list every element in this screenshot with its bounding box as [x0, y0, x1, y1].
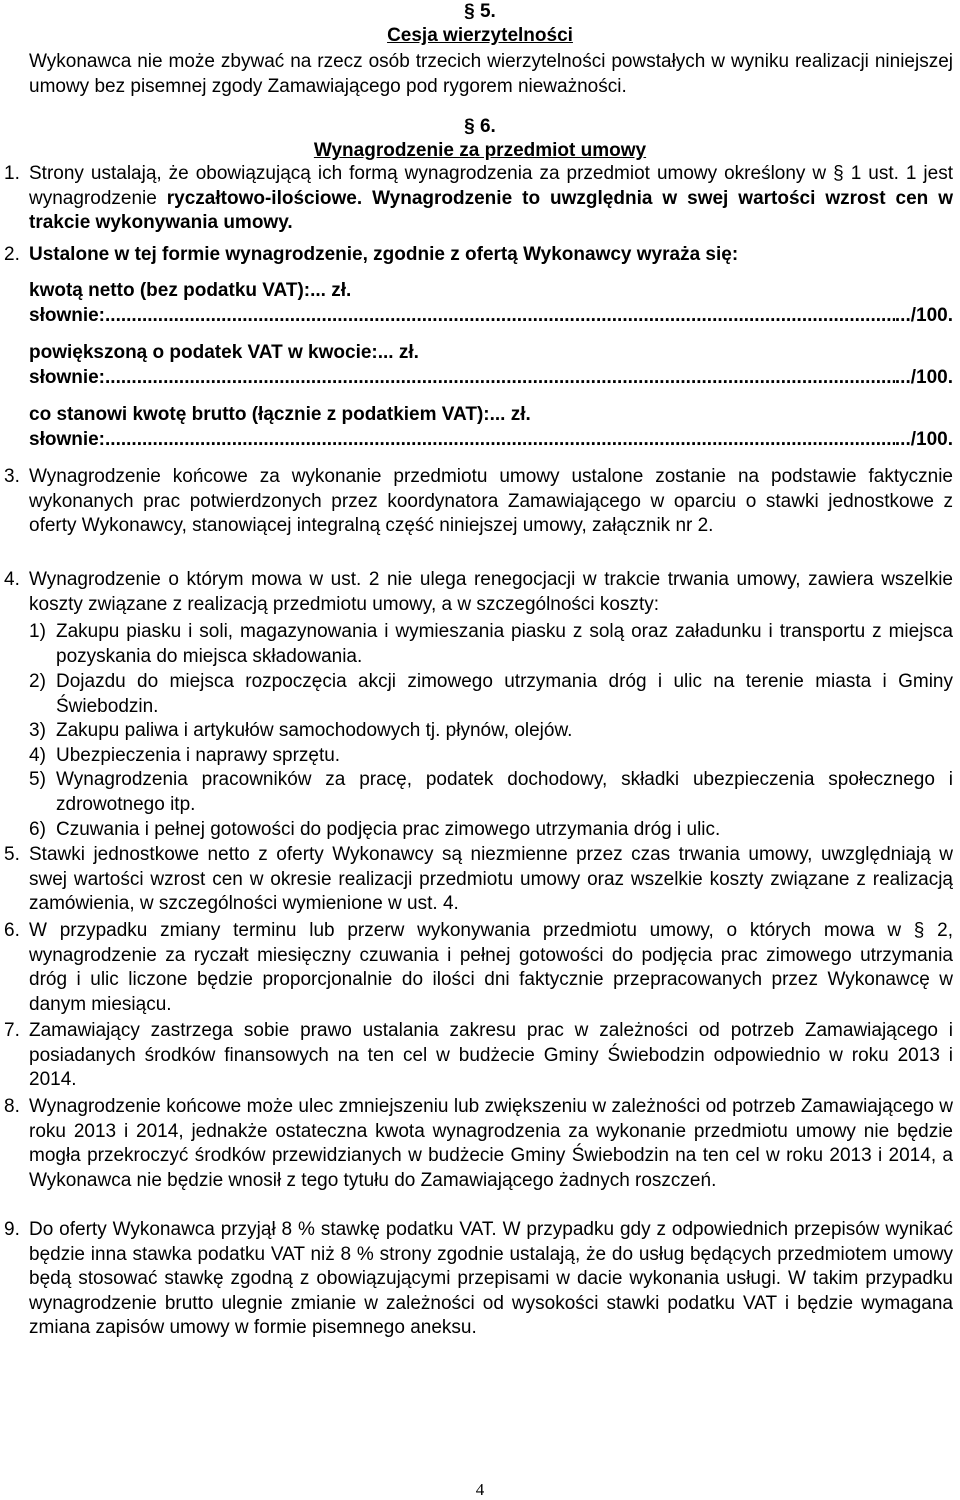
words-suffix: .../100. — [894, 429, 953, 450]
vat-field: powiększoną o podatek VAT w kwocie:... zł. — [29, 342, 419, 363]
vat-words — [29, 367, 953, 389]
item-9-number: 9. — [4, 1219, 20, 1240]
subitem-1-text: Zakupu piasku i soli, magazynowania i wymieszania piasku z solą oraz załadunku i transportu z miejsca pozyskania do miejsca składowania. — [56, 621, 953, 667]
dotted-fill — [105, 429, 895, 451]
subitem-1-number: 1) — [29, 621, 46, 642]
item-6-number: 6. — [4, 920, 20, 941]
item-1-text-a: Strony ustalają, że obowiązującą ich formą wynagrodzenia za przedmiot umowy określony w § 1 ust. 1 jest wynagrodzenie — [29, 163, 953, 209]
item-2-text: Ustalone w tej formie wynagrodzenie, zgodnie z ofertą Wykonawcy wyraża się: — [29, 244, 739, 265]
words-label: słownie: — [29, 429, 106, 450]
page-number: 4 — [475, 1480, 485, 1499]
item-7-text: Zamawiający zastrzega sobie prawo ustalania zakresu prac w zależności od potrzeb Zamawiającego i posiadanych środków finansowych na ten cel w budżecie Gminy Świebodzin odpowiednio w roku 2013 i 2014. — [29, 1020, 953, 1090]
subitem-6-text: Czuwania i pełnej gotowości do podjęcia prac zimowego utrzymania dróg i ulic. — [56, 819, 721, 840]
item-8-text: Wynagrodzenie końcowe może ulec zmniejszeniu lub zwiększeniu w zależności od potrzeb Zamawiającego w roku 2013 i 2014, jednakże ostateczna kwota wynagrodzenia za wykonanie przedmiotu umowy nie będzie mogła przekroczyć środków przewidzianych w budżecie Gminy Świebodzin na ten cel w roku 2013 i 2014, a Wykonawca nie będzie wnosił z tego tytułu do Zamawiającego żadnych roszczeń. — [29, 1096, 953, 1191]
item-3-number: 3. — [4, 466, 20, 487]
subitem-6-number: 6) — [29, 819, 46, 840]
item-4-text: Wynagrodzenie o którym mowa w ust. 2 nie ulega renegocjacji w trakcie trwania umowy, zawiera wszelkie koszty związane z realizacją przedmiotu umowy, a w szczególności koszty: — [29, 569, 953, 615]
subitem-3-text: Zakupu paliwa i artykułów samochodowych tj. płynów, olejów. — [56, 720, 573, 741]
subitem-5-number: 5) — [29, 769, 46, 790]
item-7-number: 7. — [4, 1020, 20, 1041]
section-6-number: § 6. — [464, 116, 496, 137]
brutto-field: co stanowi kwotę brutto (łącznie z podatkiem VAT):... zł. — [29, 404, 531, 425]
subitem-4-number: 4) — [29, 745, 46, 766]
section-5-number: § 5. — [464, 1, 496, 22]
item-6-text: W przypadku zmiany terminu lub przerw wykonywania przedmiotu umowy, o których mowa w § 2, wynagrodzenie za ryczałt miesięczny czuwania i pełnej gotowości do podjęcia prac zimowego utrzymania dróg i ulic liczone będzie proporcjonalnie do ilości dni faktycznie przepracowanych przez Wykonawcę w danym miesiącu. — [29, 920, 953, 1015]
item-1-number: 1. — [4, 163, 20, 184]
item-3-text: Wynagrodzenie końcowe za wykonanie przedmiotu umowy ustalone zostanie na podstawie faktycznie wykonanych prac potwierdzonych przez koordynatora Zamawiającego w oparciu o stawki jednostkowe z oferty Wykonawcy, stanowiącej integralną część niniejszej umowy, załącznik nr 2. — [29, 466, 953, 536]
brutto-words — [29, 429, 953, 451]
words-suffix: .../100. — [894, 305, 953, 326]
item-5-text: Stawki jednostkowe netto z oferty Wykonawcy są niezmienne przez czas trwania umowy, uwzględniają w swej wartości wzrost cen w okresie realizacji przedmiotu umowy oraz wszelkie koszty związane z realizacją zamówienia, w szczególności wymienione w ust. 4. — [29, 844, 953, 914]
section-5-text: Wykonawca nie może zbywać na rzecz osób trzecich wierzytelności powstałych w wyniku realizacji niniejszej umowy bez pisemnej zgody Zamawiającego pod rygorem nieważności. — [29, 51, 953, 97]
subitem-2-text: Dojazdu do miejsca rozpoczęcia akcji zimowego utrzymania dróg i ulic na terenie miasta i Gminy Świebodzin. — [56, 671, 953, 717]
section-5-title: Cesja wierzytelności — [387, 25, 573, 46]
dotted-fill — [105, 305, 895, 327]
netto-field: kwotą netto (bez podatku VAT):... zł. — [29, 280, 352, 301]
netto-words — [29, 305, 953, 327]
subitem-2-number: 2) — [29, 671, 46, 692]
item-8-number: 8. — [4, 1096, 20, 1117]
words-label: słownie: — [29, 367, 106, 388]
item-9-text: Do oferty Wykonawca przyjął 8 % stawkę podatku VAT. W przypadku gdy z odpowiednich przepisów wynikać będzie inna stawka podatku VAT niż 8 % strony zgodnie ustalają, że do usług będących przedmiotem umowy będą stosować stawkę zgodną z obowiązującymi przepisami w dacie wykonania usługi. W takim przypadku wynagrodzenie brutto ulegnie zmianie w zależności od wysokości stawki podatku VAT i będzie wymagana zmiana zapisów umowy w formie pisemnego aneksu. — [29, 1219, 953, 1338]
section-6-title: Wynagrodzenie za przedmiot umowy — [313, 140, 647, 161]
item-2-number: 2. — [4, 244, 20, 265]
words-suffix: .../100. — [894, 367, 953, 388]
item-5-number: 5. — [4, 844, 20, 865]
item-1-text-b: ryczałtowo-ilościowe. Wynagrodzenie to uwzględnia w swej wartości wzrost cen w trakcie wykonywania umowy. — [29, 187, 953, 233]
dotted-fill — [105, 367, 895, 389]
subitem-3-number: 3) — [29, 720, 46, 741]
item-4-number: 4. — [4, 569, 20, 590]
words-label: słownie: — [29, 305, 106, 326]
subitem-4-text: Ubezpieczenia i naprawy sprzętu. — [56, 745, 341, 766]
subitem-5-text: Wynagrodzenia pracowników za pracę, podatek dochodowy, składki ubezpieczenia społecznego i zdrowotnego itp. — [56, 769, 953, 815]
item-1-text — [29, 162, 953, 236]
